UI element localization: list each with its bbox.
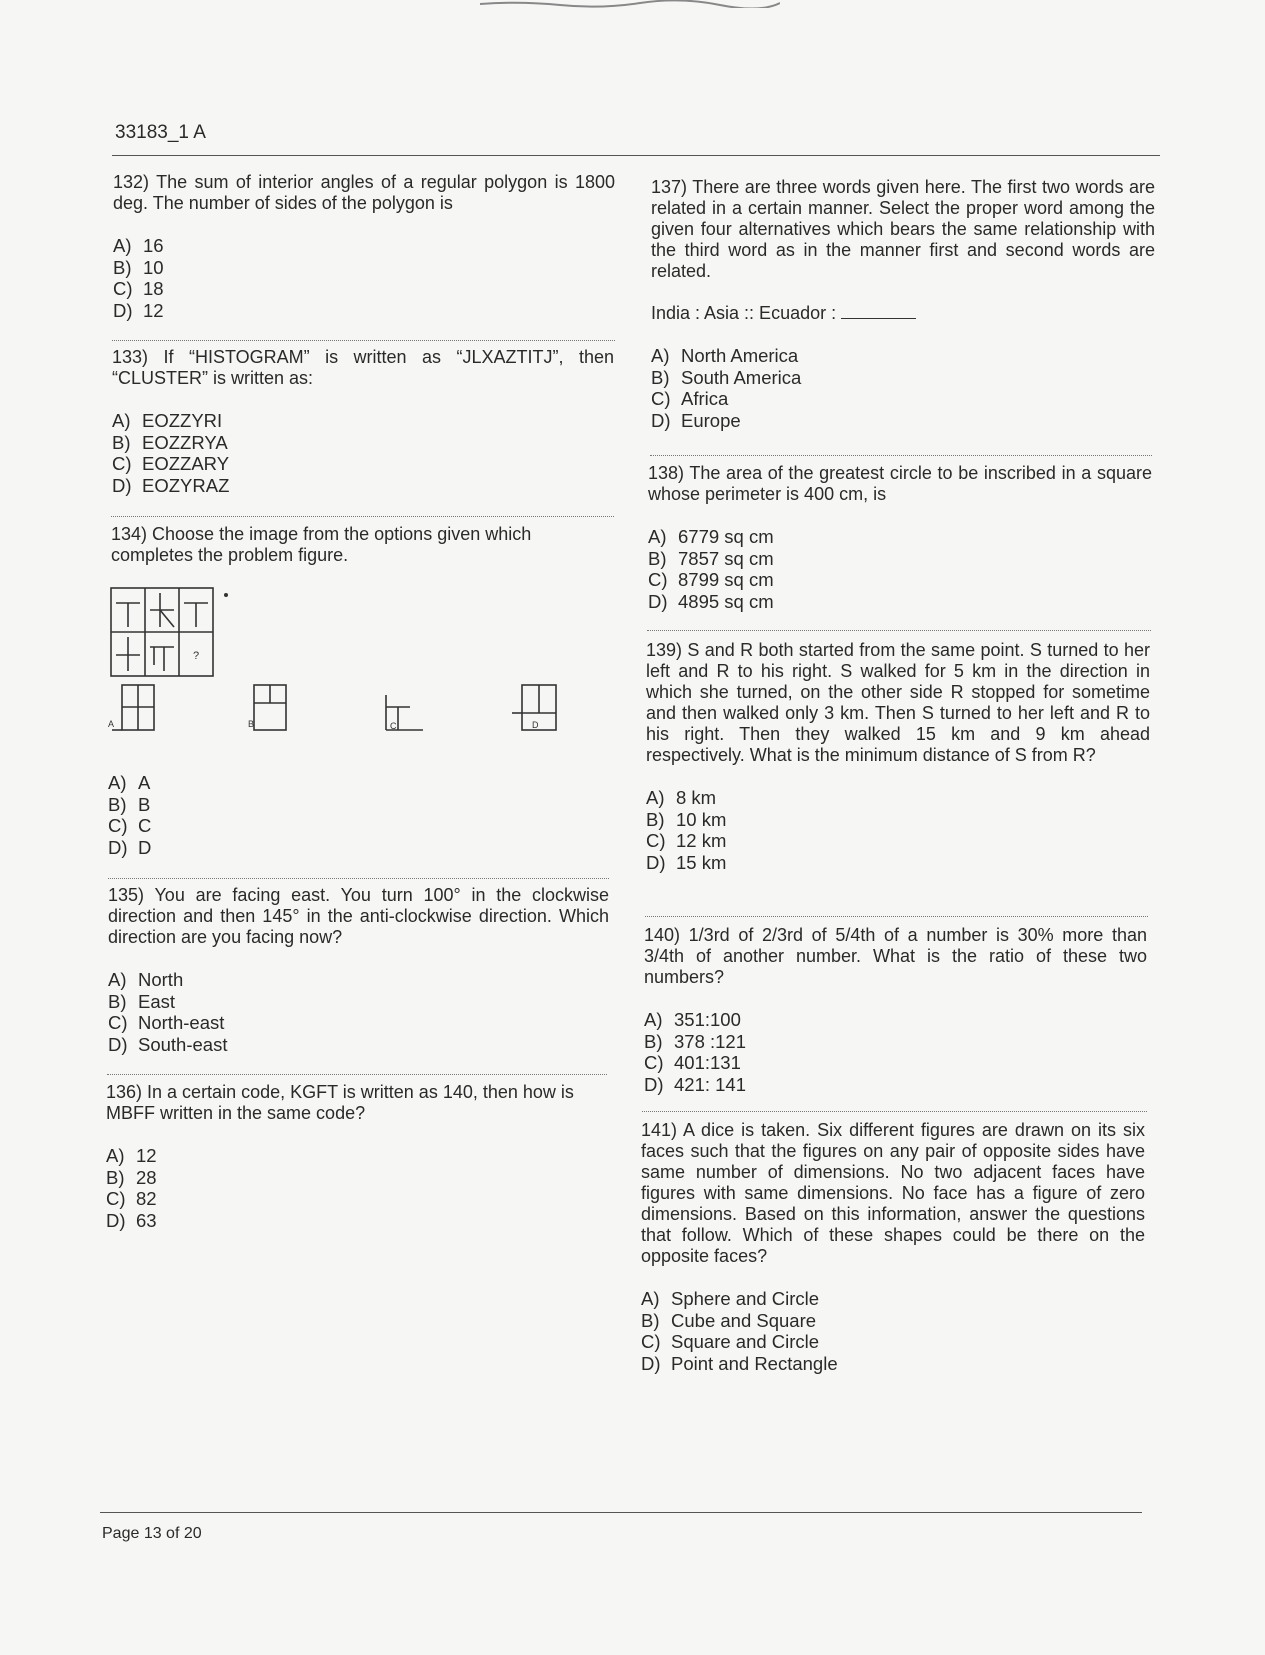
- option-figure-b: [254, 685, 286, 730]
- option-c[interactable]: C) 12 km: [646, 830, 727, 851]
- option-b[interactable]: B) 7857 sq cm: [648, 547, 774, 569]
- options-list: [644, 1009, 1147, 1095]
- question-stem: 133) If “HISTOGRAM” is written as “JLXAZTITJ”, then “CLUSTER” is written as:: [112, 347, 614, 388]
- options-list: [113, 235, 615, 321]
- page-number: Page 13 of 20: [102, 1525, 202, 1542]
- option-c[interactable]: C) 82: [106, 1188, 157, 1209]
- option-label: A: [108, 719, 115, 729]
- question-137: [651, 177, 1155, 431]
- options-list: [108, 969, 609, 1055]
- divider: [647, 630, 1151, 631]
- question-stem: 135) You are facing east. You turn 100° in the clockwise direction and then 145° in the anti-clockwise direction. Which direction are you facing now?: [108, 885, 609, 947]
- question-stem: 134) Choose the image from the options given which completes the problem figure.: [111, 524, 532, 565]
- option-a[interactable]: A) A: [108, 772, 151, 793]
- option-d[interactable]: D) 12: [113, 299, 164, 321]
- option-d[interactable]: D) 63: [106, 1209, 157, 1231]
- header-rule: [112, 155, 1160, 156]
- option-b[interactable]: B) 28: [106, 1166, 157, 1188]
- option-d[interactable]: D) 15 km: [646, 851, 727, 873]
- divider: [112, 340, 615, 341]
- divider: [645, 916, 1148, 917]
- option-d[interactable]: D) 4895 sq cm: [648, 590, 774, 612]
- question-138: [648, 463, 1152, 612]
- option-b[interactable]: B) B: [108, 793, 151, 815]
- question-136: [106, 1082, 607, 1231]
- option-b[interactable]: B) East: [108, 990, 176, 1012]
- option-b[interactable]: B) 10: [113, 256, 164, 278]
- question-stem: 140) 1/3rd of 2/3rd of 5/4th of a number is 30% more than 3/4th of another number. What is the ratio of these two numbers?: [644, 925, 1147, 987]
- option-a[interactable]: A) EOZZYRI: [112, 410, 223, 431]
- option-label: B: [248, 719, 255, 729]
- question-141: [641, 1120, 1145, 1374]
- options-list: [641, 1288, 1145, 1374]
- question-134: [111, 524, 581, 566]
- option-c[interactable]: C) 8799 sq cm: [648, 569, 774, 590]
- question-134-options: [108, 772, 308, 858]
- question-stem: 132) The sum of interior angles of a regular polygon is 1800 deg. The number of sides of the polygon is: [113, 172, 615, 213]
- divider: [108, 878, 609, 879]
- divider: [642, 1111, 1147, 1112]
- option-b[interactable]: B) 10 km: [646, 808, 727, 830]
- options-list: [646, 787, 1150, 873]
- option-d[interactable]: D) Europe: [651, 409, 741, 431]
- option-c[interactable]: C) EOZZARY: [112, 453, 230, 474]
- option-d[interactable]: D) Point and Rectangle: [641, 1352, 838, 1374]
- option-label: D: [532, 720, 539, 730]
- footer-rule: [100, 1512, 1142, 1513]
- divider: [650, 455, 1152, 456]
- question-139: [646, 640, 1150, 873]
- paper-code: 33183_1 A: [115, 122, 206, 143]
- option-b[interactable]: B) South America: [651, 366, 802, 388]
- option-c[interactable]: C) 401:131: [644, 1052, 741, 1073]
- option-figure-a: [112, 685, 154, 730]
- options-list: [648, 526, 1152, 612]
- question-135: [108, 885, 609, 1055]
- answer-blank: [841, 304, 916, 319]
- divider: [111, 516, 614, 517]
- option-a[interactable]: A) 6779 sq cm: [648, 526, 774, 547]
- option-d[interactable]: D) South-east: [108, 1033, 228, 1055]
- option-a[interactable]: A) North: [108, 969, 184, 990]
- problem-figure: [108, 585, 568, 735]
- question-stem: 141) A dice is taken. Six different figures are drawn on its six faces such that the figures on any pair of opposite sides have same number of dimensions. No two adjacent faces have figures with same dimensions. No face has a figure of zero dimensions. Based on this information, answer the questions that follow. Which of these shapes could be there on the opposite faces?: [641, 1120, 1145, 1266]
- option-c[interactable]: C) C: [108, 815, 152, 836]
- option-a[interactable]: A) 8 km: [646, 787, 717, 808]
- question-140: [644, 925, 1147, 1095]
- question-stem: 136) In a certain code, KGFT is written as 140, then how is MBFF written in the same code?: [106, 1082, 574, 1123]
- divider: [107, 1074, 607, 1075]
- question-133: [112, 347, 614, 496]
- option-b[interactable]: B) 378 :121: [644, 1030, 747, 1052]
- option-a[interactable]: A) 351:100: [644, 1009, 741, 1030]
- option-a[interactable]: A) North America: [651, 345, 799, 366]
- option-c[interactable]: C) North-east: [108, 1012, 225, 1033]
- options-list: [112, 410, 614, 496]
- question-132: [113, 172, 615, 321]
- option-a[interactable]: A) 12: [106, 1145, 157, 1166]
- question-stem: 137) There are three words given here. The first two words are related in a certain manner. Select the proper word among the given four alternatives which bears the same relationship with the third word as in the manner first and second words are related.: [651, 177, 1155, 281]
- question-stem: 139) S and R both started from the same point. S turned to her left and R to his right. S walked for 5 km in the direction in which she turned, on the other side R stopped for sometime and then walked only 3 km. Then S turned to her left and R to his right. Then they walked 15 km and 9 km ahead respectively. What is the minimum distance of S from R?: [646, 640, 1150, 765]
- option-a[interactable]: A) Sphere and Circle: [641, 1288, 820, 1309]
- analogy-line: India : Asia :: Ecuador :: [651, 303, 1155, 324]
- option-c[interactable]: C) Africa: [651, 388, 729, 409]
- options-list: [651, 345, 1155, 431]
- option-d[interactable]: D) 421: 141: [644, 1073, 747, 1095]
- options-list: [108, 772, 308, 858]
- option-a[interactable]: A) 16: [113, 235, 164, 256]
- option-d[interactable]: D) D: [108, 836, 152, 858]
- option-d[interactable]: D) EOZYRAZ: [112, 474, 230, 496]
- option-c[interactable]: C) 18: [113, 278, 164, 299]
- scan-artifact: [480, 0, 780, 8]
- option-b[interactable]: B) EOZZRYA: [112, 431, 228, 453]
- options-list: [106, 1145, 607, 1231]
- missing-mark: ?: [193, 650, 200, 662]
- option-c[interactable]: C) Square and Circle: [641, 1331, 820, 1352]
- option-b[interactable]: B) Cube and Square: [641, 1309, 817, 1331]
- question-stem: 138) The area of the greatest circle to be inscribed in a square whose perimeter is 400 cm, is: [648, 463, 1152, 504]
- option-label: C: [390, 721, 397, 731]
